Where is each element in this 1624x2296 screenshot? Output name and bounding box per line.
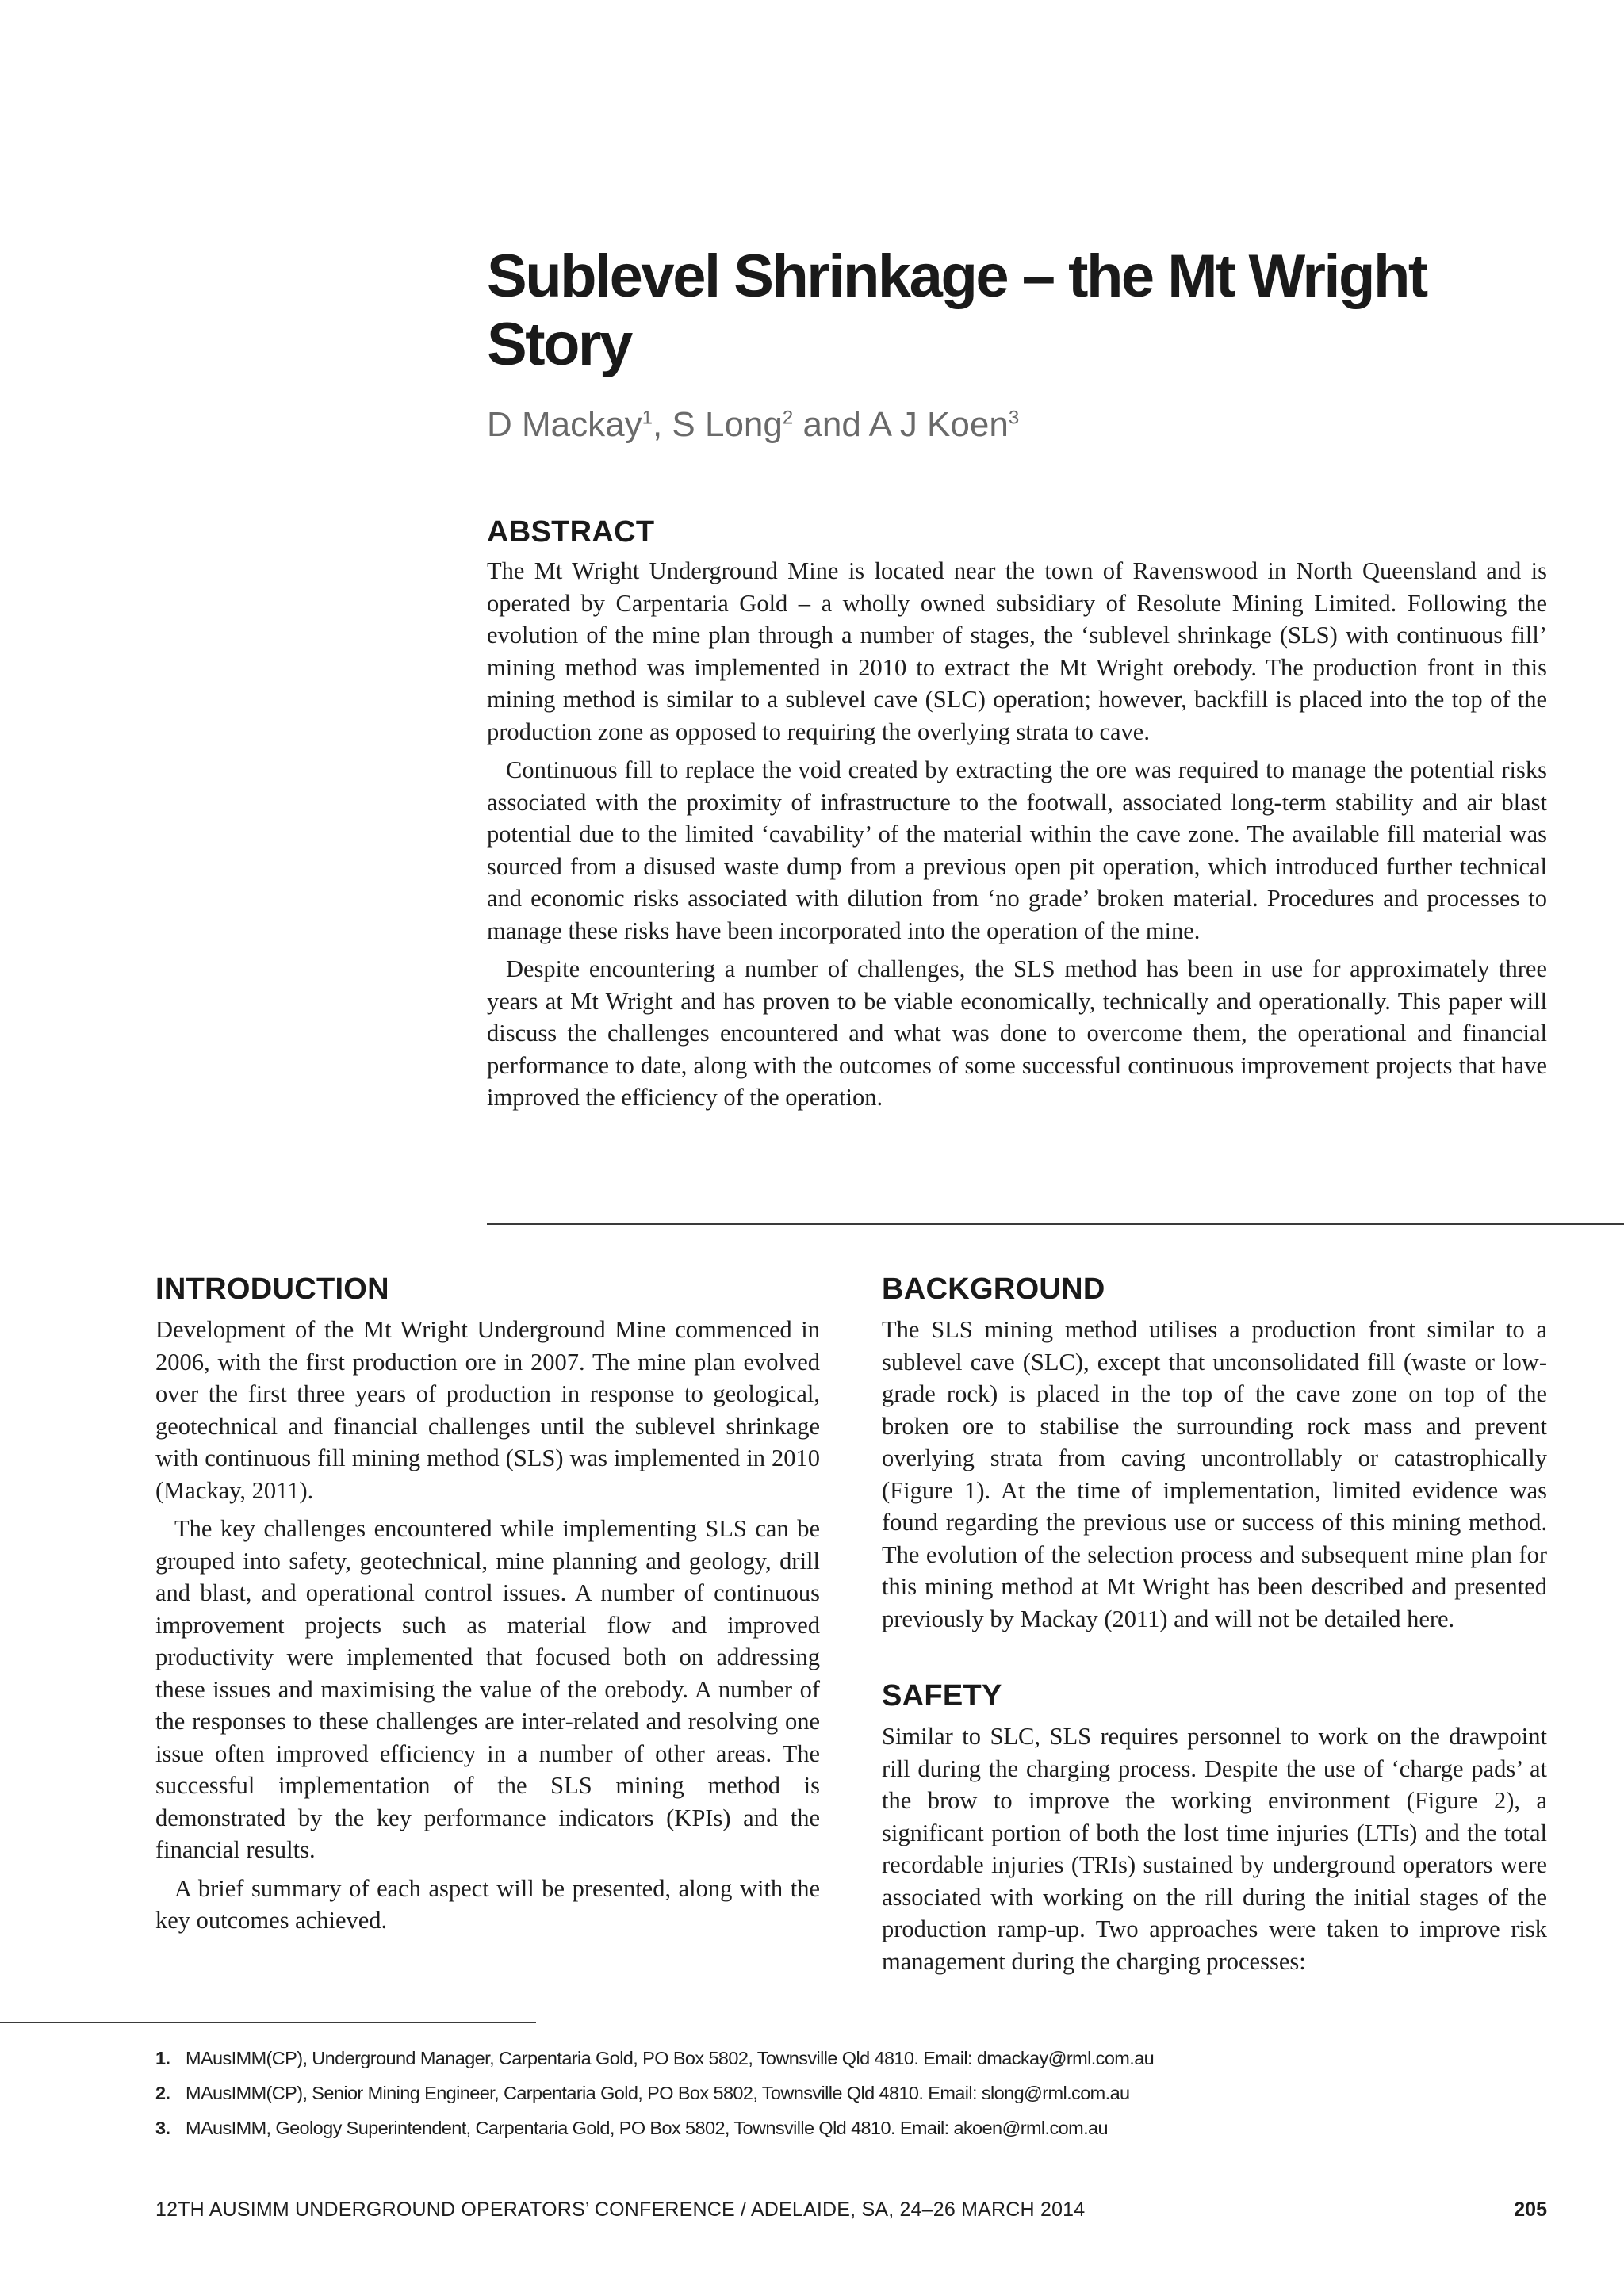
introduction-heading: INTRODUCTION bbox=[155, 1272, 389, 1306]
author-name: S Long bbox=[672, 405, 783, 444]
author-name: D Mackay bbox=[487, 405, 642, 444]
background-heading: BACKGROUND bbox=[882, 1272, 1105, 1306]
introduction-paragraph: A brief summary of each aspect will be presented, along with the key outcomes achieved. bbox=[155, 1874, 820, 1934]
author-affiliation-mark: 1 bbox=[642, 407, 653, 429]
author-affiliation-mark: 3 bbox=[1008, 407, 1020, 429]
abstract-body bbox=[487, 555, 1547, 1114]
paper-title: Sublevel Shrinkage – the Mt Wright Story bbox=[487, 243, 1427, 378]
page-number: 205 bbox=[1514, 2198, 1547, 2221]
safety-body bbox=[882, 1720, 1547, 1977]
footnote-number: 3. bbox=[155, 2118, 170, 2138]
introduction-paragraph: The key challenges encountered while implementing SLS can be grouped into safety, geotechnical, mine planning and geology, drill and blast, and operational control issues. A number of continuous improvement projects such as material flow and improved productivity were implemented that focused both on addressing these issues and maximising the value of the orebody. A number of the responses to these challenges are inter-related and resolving one issue often improved efficiency in a number of other areas. The successful implementation of the SLS mining method is demonstrated by the key performance indicators (KPIs) and the financial results. bbox=[155, 1515, 820, 1863]
background-body bbox=[882, 1314, 1547, 1635]
footnote-number: 1. bbox=[155, 2048, 170, 2068]
abstract-paragraph: Continuous fill to replace the void created by extracting the ore was required to manage the potential risks associated with the proximity of infrastructure to the footwall, associated long-term stability and air blast potential due to the limited ‘cavability’ of the material within the cave zone. The available fill material was sourced from a disused waste dump from a previous open pit operation, which introduced further technical and economic risks associated with dilution from ‘no grade’ broken material. Procedures and processes to manage these risks have been incorporated into the operation of the mine. bbox=[487, 756, 1547, 944]
safety-heading: SAFETY bbox=[882, 1679, 1002, 1712]
footnote-text: MAusIMM, Geology Superintendent, Carpentaria Gold, PO Box 5802, Townsville Qld 4810. Email: akoen@rml.com.au bbox=[186, 2118, 1108, 2138]
introduction-body bbox=[155, 1314, 820, 1937]
author-separator: , bbox=[652, 405, 672, 444]
author-list bbox=[487, 401, 1019, 449]
abstract-paragraph: Despite encountering a number of challenges, the SLS method has been in use for approximately three years at Mt Wright and has proven to be viable economically, technically and operationally. This paper will discuss the challenges encountered and what was done to overcome them, the operational and financial performance to date, along with the outcomes of some successful continuous improvement projects that have improved the efficiency of the operation. bbox=[487, 955, 1547, 1111]
footnote-text: MAusIMM(CP), Underground Manager, Carpentaria Gold, PO Box 5802, Townsville Qld 4810. Email: dmackay@rml.com.au bbox=[186, 2048, 1155, 2068]
footnote bbox=[155, 2117, 1543, 2152]
author-separator: and bbox=[793, 405, 869, 444]
footnote-divider bbox=[0, 2022, 536, 2023]
abstract-divider bbox=[487, 1223, 1624, 1225]
footnotes bbox=[155, 2047, 1543, 2152]
background-paragraph: The SLS mining method utilises a production front similar to a sublevel cave (SLC), except that unconsolidated fill (waste or low-grade rock) is placed in the top of the cave zone on top of the broken ore to stabilise the surrounding rock mass and prevent overlying strata from caving uncontrollably or catastrophically (Figure 1). At the time of implementation, limited evidence was found regarding the previous use or success of this mining method. The evolution of the selection process and subsequent mine plan for this mining method at Mt Wright has been described and presented previously by Mackay (2011) and will not be detailed here. bbox=[882, 1316, 1547, 1632]
footnote bbox=[155, 2047, 1543, 2082]
author-affiliation-mark: 2 bbox=[782, 407, 794, 429]
footnote bbox=[155, 2082, 1543, 2117]
abstract-heading: ABSTRACT bbox=[487, 515, 655, 549]
author-name: A J Koen bbox=[868, 405, 1009, 444]
conference-line: 12TH AUSIMM UNDERGROUND OPERATORS’ CONFERENCE / ADELAIDE, SA, 24–26 MARCH 2014 bbox=[155, 2198, 1086, 2221]
safety-paragraph: Similar to SLC, SLS requires personnel to work on the drawpoint rill during the charging process. Despite the use of ‘charge pads’ at the brow to improve the working environment (Figure 2), a significant portion of both the lost time injuries (LTIs) and the total recordable injuries (TRIs) sustained by underground operators were associated with working on the rill during the initial stages of the production ramp-up. Two approaches were taken to improve risk management during the charging processes: bbox=[882, 1723, 1547, 1975]
footnote-text: MAusIMM(CP), Senior Mining Engineer, Carpentaria Gold, PO Box 5802, Townsville Qld 4810. Email: slong@rml.com.au bbox=[186, 2083, 1130, 2103]
footnote-number: 2. bbox=[155, 2083, 170, 2103]
abstract-paragraph: The Mt Wright Underground Mine is located near the town of Ravenswood in North Queensland and is operated by Carpentaria Gold – a wholly owned subsidiary of Resolute Mining Limited. Following the evolution of the mine plan through a number of stages, the ‘sublevel shrinkage (SLS) with continuous fill’ mining method was implemented in 2010 to extract the Mt Wright orebody. The production front in this mining method is similar to a sublevel cave (SLC) operation; however, backfill is placed into the top of the production zone as opposed to requiring the overlying strata to cave. bbox=[487, 557, 1547, 745]
introduction-paragraph: Development of the Mt Wright Underground Mine commenced in 2006, with the first production ore in 2007. The mine plan evolved over the first three years of production in response to geological, geotechnical and financial challenges until the sublevel shrinkage with continuous fill mining method (SLS) was implemented in 2010 (Mackay, 2011). bbox=[155, 1316, 820, 1504]
